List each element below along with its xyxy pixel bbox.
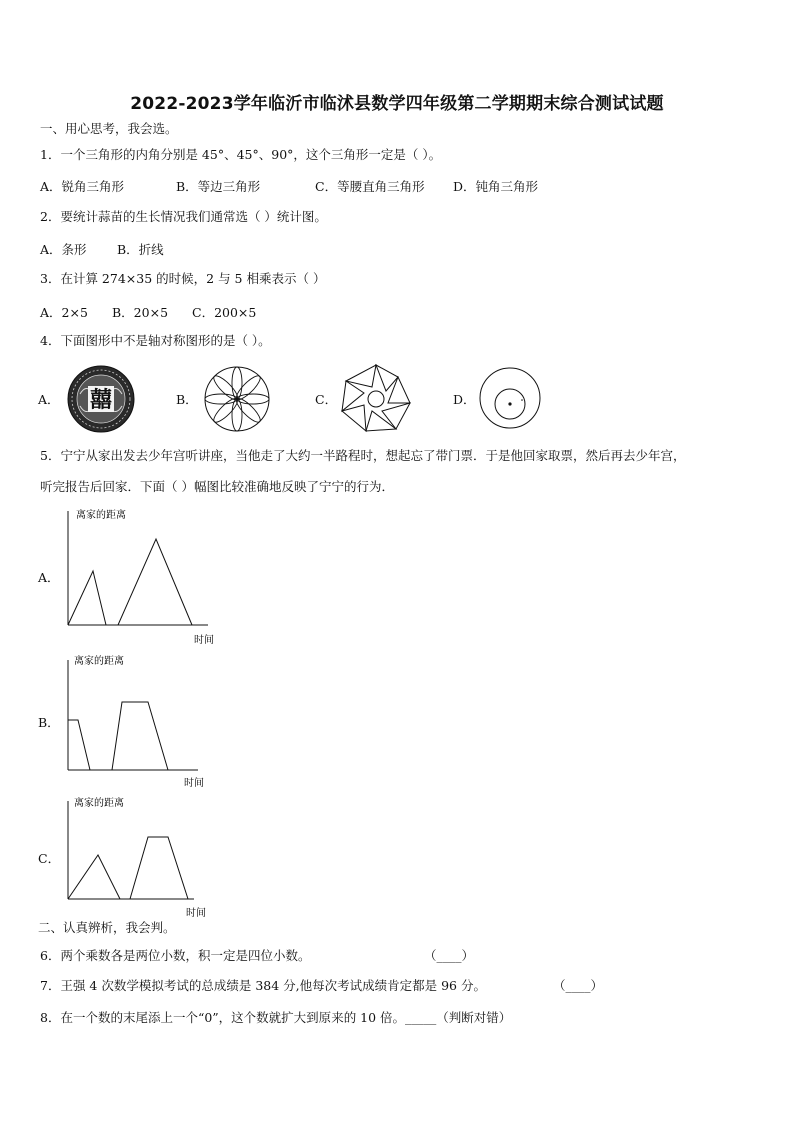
question-3-text: 3．在计算 274×35 的时候，2 与 5 相乘表示（ ） xyxy=(40,271,326,286)
trip-line-2 xyxy=(130,837,188,899)
question-2-text: 2．要统计蒜苗的生长情况我们通常选（ ）统计图。 xyxy=(40,209,327,224)
question-2-option-b: B．折线 xyxy=(117,242,164,257)
double-happiness-glyph: 囍 xyxy=(89,388,113,413)
question-4-text: 4．下面图形中不是轴对称图形的是（ ）。 xyxy=(40,333,271,348)
question-3-option-c: C．200×5 xyxy=(192,305,257,320)
trip-line-1 xyxy=(68,855,120,899)
section-heading-1: 一、用心思考，我会选。 xyxy=(40,121,178,136)
question-1-option-a: A．锐角三角形 xyxy=(40,179,125,194)
question-3-option-b: B．20×5 xyxy=(112,305,169,320)
question-4-option-a: A． xyxy=(38,392,60,407)
question-5-text-line-2: 听完报告后回家．下面（ ）幅图比较准确地反映了宁宁的行为． xyxy=(40,479,394,494)
question-6-text: 6．两个乘数各是两位小数，积一定是四位小数。 xyxy=(40,948,311,963)
x-axis-label: 时间 xyxy=(186,908,206,919)
distance-time-graph-c xyxy=(60,795,220,923)
y-axis-label: 离家的距离 xyxy=(76,510,126,521)
y-axis-label: 离家的距离 xyxy=(74,798,124,809)
section-heading-2: 二、认真辨析，我会判。 xyxy=(38,920,176,935)
distance-time-graph-a xyxy=(60,505,220,647)
question-1-option-b: B．等边三角形 xyxy=(176,179,261,194)
trip-line-1 xyxy=(68,571,106,625)
page-title: 2022-2023学年临沂市临沭县数学四年级第二学期期末综合测试试题 xyxy=(130,94,664,114)
y-axis-label: 离家的距离 xyxy=(74,656,124,667)
flower-circle-figure xyxy=(202,364,272,434)
pinwheel-figure xyxy=(338,363,414,435)
trip-line-2 xyxy=(112,702,168,770)
question-7-text: 7．王强 4 次数学模拟考试的总成绩是 384 分,他每次考试成绩肯定都是 96 分。 xyxy=(40,978,486,993)
x-axis-label: 时间 xyxy=(194,635,214,646)
question-1-option-c: C．等腰直角三角形 xyxy=(315,179,425,194)
question-5-option-c: C． xyxy=(38,851,61,866)
x-axis-label: 时间 xyxy=(184,778,204,789)
question-6-answer-blank[interactable]: （____） xyxy=(424,948,475,963)
trip-line-1 xyxy=(68,720,90,770)
question-8-text: 8．在一个数的末尾添上一个“0”，这个数就扩大到原来的 10 倍。_____（判断对错） xyxy=(40,1010,512,1025)
question-4-option-c: C． xyxy=(315,392,338,407)
question-3-option-a: A．2×5 xyxy=(40,305,88,320)
distance-time-graph-b xyxy=(60,652,220,792)
question-4-option-d: D． xyxy=(453,392,476,407)
trip-line-2 xyxy=(118,539,192,625)
question-2-option-a: A．条形 xyxy=(40,242,87,257)
circle-with-center-figure xyxy=(478,366,542,430)
question-5-option-b: B． xyxy=(38,715,60,730)
question-5-text-line-1: 5．宁宁从家出发去少年宫听讲座，当他走了大约一半路程时，想起忘了带门票．于是他回家取票，然后再去少年宫， xyxy=(40,448,686,463)
question-4-option-b: B． xyxy=(176,392,198,407)
question-1-option-d: D．钝角三角形 xyxy=(453,179,539,194)
double-happiness-medallion-figure xyxy=(66,364,136,434)
question-5-option-a: A． xyxy=(38,570,60,585)
question-1-text: 1．一个三角形的内角分别是 45°、45°、90°，这个三角形一定是（ ）。 xyxy=(40,147,442,162)
question-7-answer-blank[interactable]: （____） xyxy=(553,978,604,993)
